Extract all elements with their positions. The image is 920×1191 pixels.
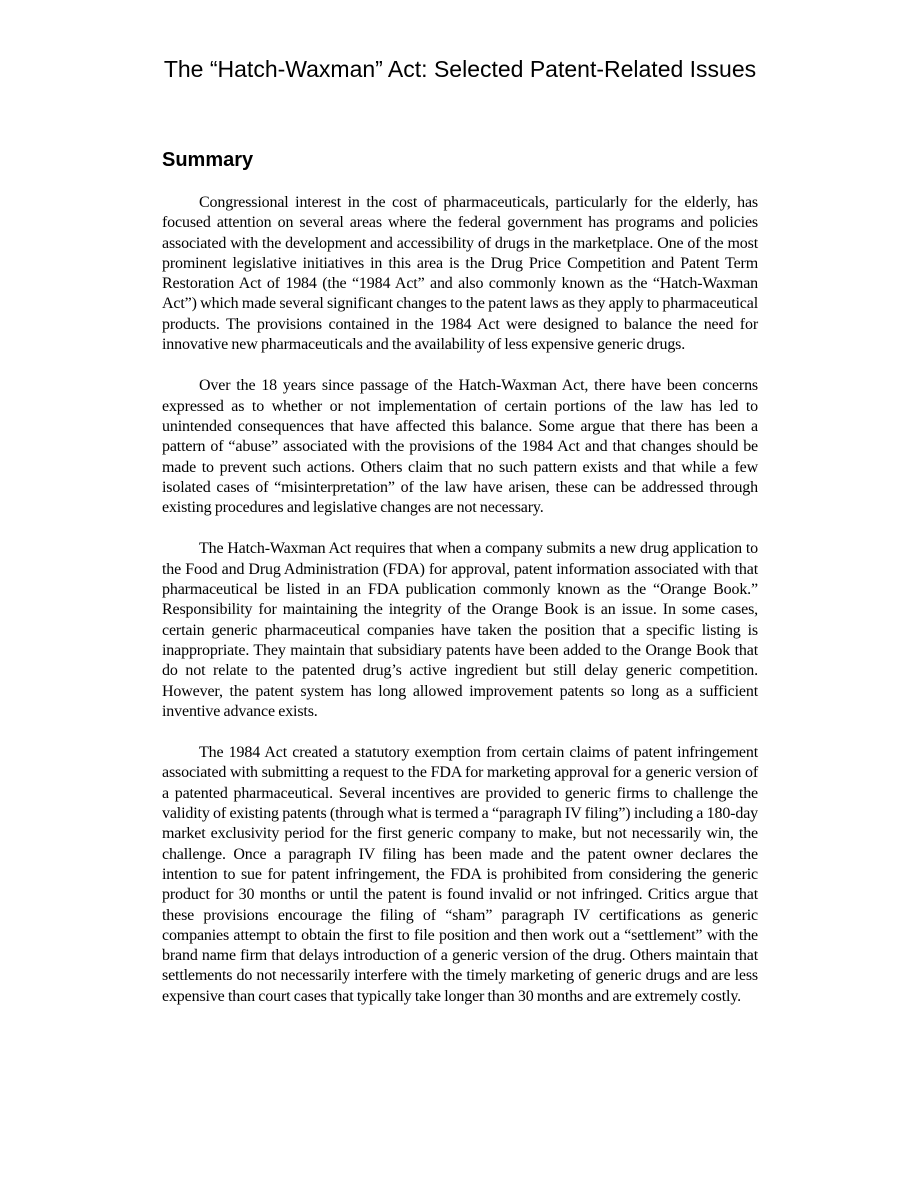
- paragraph-4: The 1984 Act created a statutory exemption from certain claims of patent infringement associated with submitting a request to the FDA for marketing approval for a generic version of a patented pharmaceutical. Several incentives are provided to generic firms to challenge the validity of existing patents (through what is termed a “paragraph IV filing”) including a 180-day market exclusivity period for the first generic company to make, but not necessarily win, the challenge. Once a paragraph IV filing has been made and the patent owner declares the intention to sue for patent infringement, the FDA is prohibited from considering the generic product for 30 months or until the patent is found invalid or not infringed. Critics argue that these provisions encourage the filing of “sham” paragraph IV certifications as generic companies attempt to obtain the first to file position and then work out a “settlement” with the brand name firm that delays introduction of a generic version of the drug. Others maintain that settlements do not necessarily interfere with the timely marketing of generic drugs and are less expensive than court cases that typically take longer than 30 months and are extremely costly.: [162, 744, 758, 1005]
- paragraph-1: Congressional interest in the cost of pharmaceuticals, particularly for the elderly, has focused attention on several areas where the federal government has programs and policies associated with the development and accessibility of drugs in the marketplace. One of the most prominent legislative initiatives in this area is the Drug Price Competition and Patent Term Restoration Act of 1984 (the “1984 Act” and also commonly known as the “Hatch-Waxman Act”) which made several significant changes to the patent laws as they apply to pharmaceutical products. The provisions contained in the 1984 Act were designed to balance the need for innovative new pharmaceuticals and the availability of less expensive generic drugs.: [162, 194, 758, 354]
- document-title: The “Hatch-Waxman” Act: Selected Patent-Related Issues: [163, 56, 757, 82]
- section-heading-summary: Summary: [162, 149, 254, 171]
- paragraph-3: The Hatch-Waxman Act requires that when a company submits a new drug application to the Food and Drug Administration (FDA) for approval, patent information associated with that pharmaceutical be listed in an FDA publication commonly known as the “Orange Book.” Responsibility for maintaining the integrity of the Orange Book is an issue. In some cases, certain generic pharmaceutical companies have taken the position that a specific listing is inappropriate. They maintain that subsidiary patents have been added to the Orange Book that do not relate to the patented drug’s active ingredient but still delay generic competition. However, the patent system has long allowed improvement patents so long as a sufficient inventive advance exists.: [162, 540, 758, 720]
- summary-body: [162, 193, 758, 1028]
- paragraph-2: Over the 18 years since passage of the Hatch-Waxman Act, there have been concerns expressed as to whether or not implementation of certain portions of the law has led to unintended consequences that have affected this balance. Some argue that there has been a pattern of “abuse” associated with the provisions of the 1984 Act and that changes should be made to prevent such actions. Others claim that no such pattern exists and that while a few isolated cases of “misinterpretation” of the law have arisen, these can be addressed through existing procedures and legislative changes are not necessary.: [162, 377, 758, 517]
